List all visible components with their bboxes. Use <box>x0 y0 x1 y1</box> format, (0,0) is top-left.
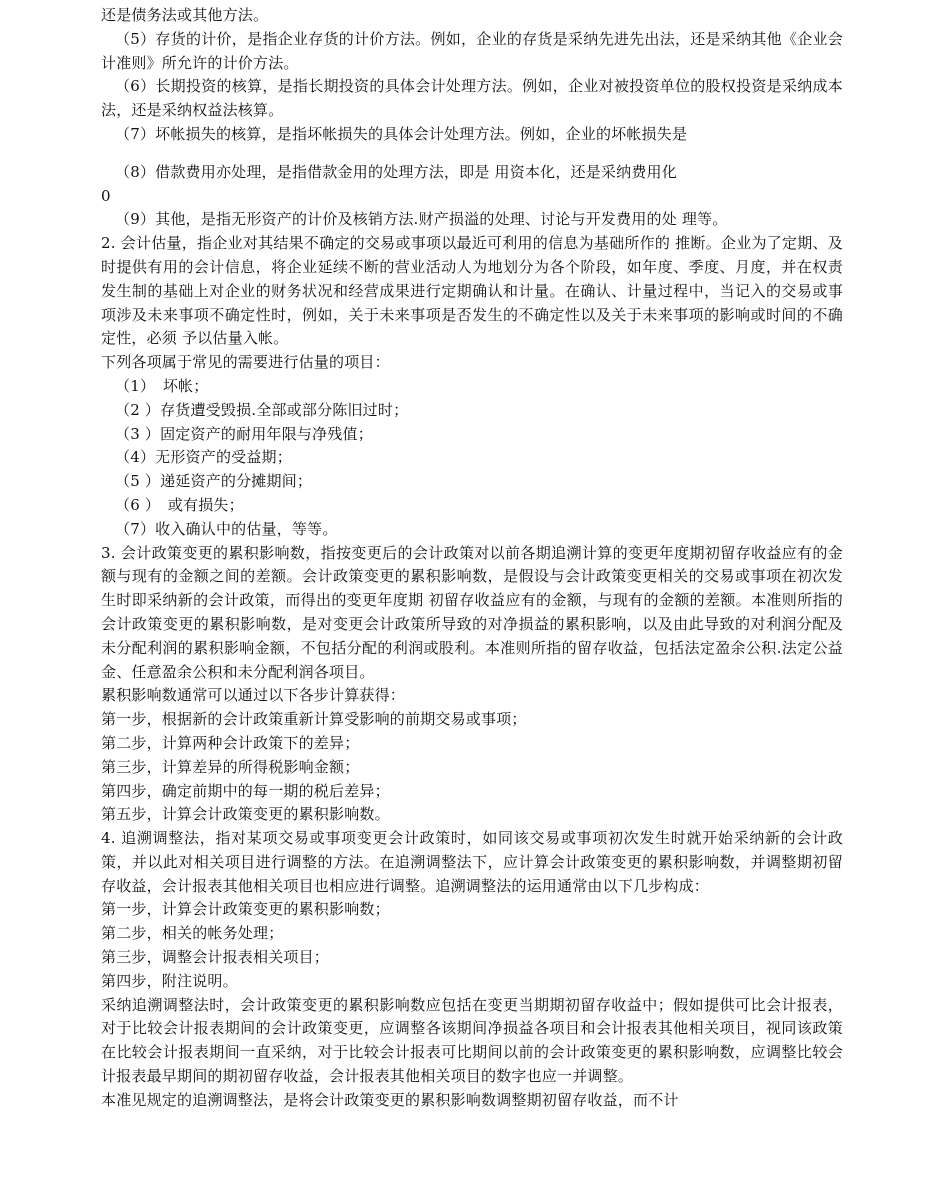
list-item-cumulative-step-2: 第二步，计算两种会计政策下的差异； <box>101 733 360 752</box>
list-item-estimate-6: （6 ） 或有损失； <box>115 495 244 514</box>
paragraph-long-term-investment: （6）长期投资的核算，是指长期投资的具体会计处理方法。例如，企业对被投资单位的股权投资是采纳成本法，还是采纳权益法核算。 <box>101 77 843 120</box>
list-item-retro-step-2: 第二步，相关的帐务处理； <box>101 924 284 943</box>
list-item-estimate-3: （3 ）固定资产的耐用年限与净残值； <box>115 424 373 443</box>
list-item-estimate-5: （5 ）递延资产的分摊期间； <box>115 472 313 491</box>
paragraph-borrowing-costs: （8）借款费用亦处理，是指借款金用的处理方法，即是 用资本化，还是采纳费用化 <box>115 162 677 181</box>
list-item-estimate-1: （1） 坏帐； <box>115 376 209 395</box>
paragraph-final-truncated: 本准见规定的追溯调整法，是将会计政策变更的累积影响数调整期初留存收益，而不计 <box>101 1090 679 1109</box>
list-item-retro-step-3: 第三步，调整会计报表相关项目； <box>101 948 330 967</box>
list-item-retro-step-4: 第四步，附注说明。 <box>101 971 238 990</box>
list-item-cumulative-step-5: 第五步，计算会计政策变更的累积影响数。 <box>101 805 390 824</box>
paragraph-cumulative-effect: 3. 会计政策变更的累积影响数，指按变更后的会计政策对以前各期追溯计算的变更年度期初留存收益应有的金额与现有的金额之间的差额。会计政策变更的累积影响数，是假设与会计政策变更相关的交易或事项在初次发生时即采纳新的会计政策，而得出的变更年度期 初留存收益应有的金额，与现有的金额的差额。本准则所指的会计政策变更的累积影响数，是对变更会计政策所导致的对净损益的累积影响，以及由此导致的对利润分配及未分配利润的累积影响金额，不包括分配的利润或股利。本准则所指的留存收益，包括法定盈余公积.法定公益金、任意盈余公积和未分配利润各项目。 <box>101 543 843 681</box>
list-item-estimate-4: （4）无形资产的受益期； <box>115 448 292 467</box>
list-item-cumulative-step-1: 第一步，根据新的会计政策重新计算受影响的前期交易或事项； <box>101 710 527 729</box>
list-item-estimate-2: （2 ）存货遭受毁损.全部或部分陈旧过时； <box>115 400 409 419</box>
paragraph-other: （9）其他，是指无形资产的计价及核销方法.财产损溢的处理、讨论与开发费用的处 理等。 <box>115 210 728 229</box>
paragraph-bad-debt: （7）坏帐损失的核算，是指坏帐损失的具体会计处理方法。例如，企业的坏帐损失是 <box>115 124 688 143</box>
list-item-retro-step-1: 第一步，计算会计政策变更的累积影响数； <box>101 900 390 919</box>
paragraph-inventory-valuation: （5）存货的计价，是指企业存货的计价方法。例如，企业的存货是采纳先进先出法，还是采纳其他《企业会计准则》所允许的计价方法。 <box>101 29 843 72</box>
paragraph-0: 还是债务法或其他方法。 <box>101 6 269 24</box>
paragraph-retrospective-method: 4. 追溯调整法，指对某项交易或事项变更会计政策时，如同该交易或事项初次发生时就开始采纳新的会计政策，并以此对相关项目进行调整的方法。在追溯调整法下，应计算会计政策变更的累积影响数，并调整期初留存收益，会计报表其他相关项目也相应进行调整。追溯调整法的运用通常由以下几步构成： <box>101 829 843 895</box>
paragraph-retrospective-application: 采纳追溯调整法时，会计政策变更的累积影响数应包括在变更当期期初留存收益中；假如提供可比会计报表，对于比较会计报表期间的会计政策变更，应调整各该期间净损益各项目和会计报表其他相关项目，视同该政策在比较会计报表期间一直采纳，对于比较会计报表可比期间以前的会计政策变更的累积影响数，应调整比较会计报表最早期间的期初留存收益，会计报表其他相关项目的数字也应一并调整。 <box>101 995 843 1086</box>
paragraph-stray-zero: 0 <box>101 186 111 205</box>
paragraph-accounting-estimate: 2. 会计估量，指企业对其结果不确定的交易或事项以最近可利用的信息为基础所作的 推断。企业为了定期、及时提供有用的会计信息，将企业延续不断的营业活动人为地划分为各个阶段，如年度、季度、月度，并在权责发生制的基础上对企业的财务状况和经营成果进行定期确认和计量。在确认、计量过程中，当记入的交易或事项涉及未来事项不确定性时，例如，关于未来事项是否发生的不确定性以及关于未来事项的影响或时间的不确定性，必须 予以估量入帐。 <box>101 234 843 348</box>
list-item-cumulative-step-4: 第四步，确定前期中的每一期的税后差异； <box>101 781 390 800</box>
document-page <box>101 4 843 1113</box>
paragraph-cumulative-steps-intro: 累积影响数通常可以通过以下各步计算获得： <box>101 686 406 705</box>
list-item-estimate-7: （7）收入确认中的估量，等等。 <box>115 519 338 538</box>
paragraph-estimate-items-intro: 下列各项属于常见的需要进行估量的项目： <box>101 353 390 372</box>
list-item-cumulative-step-3: 第三步，计算差异的所得税影响金额； <box>101 757 360 776</box>
